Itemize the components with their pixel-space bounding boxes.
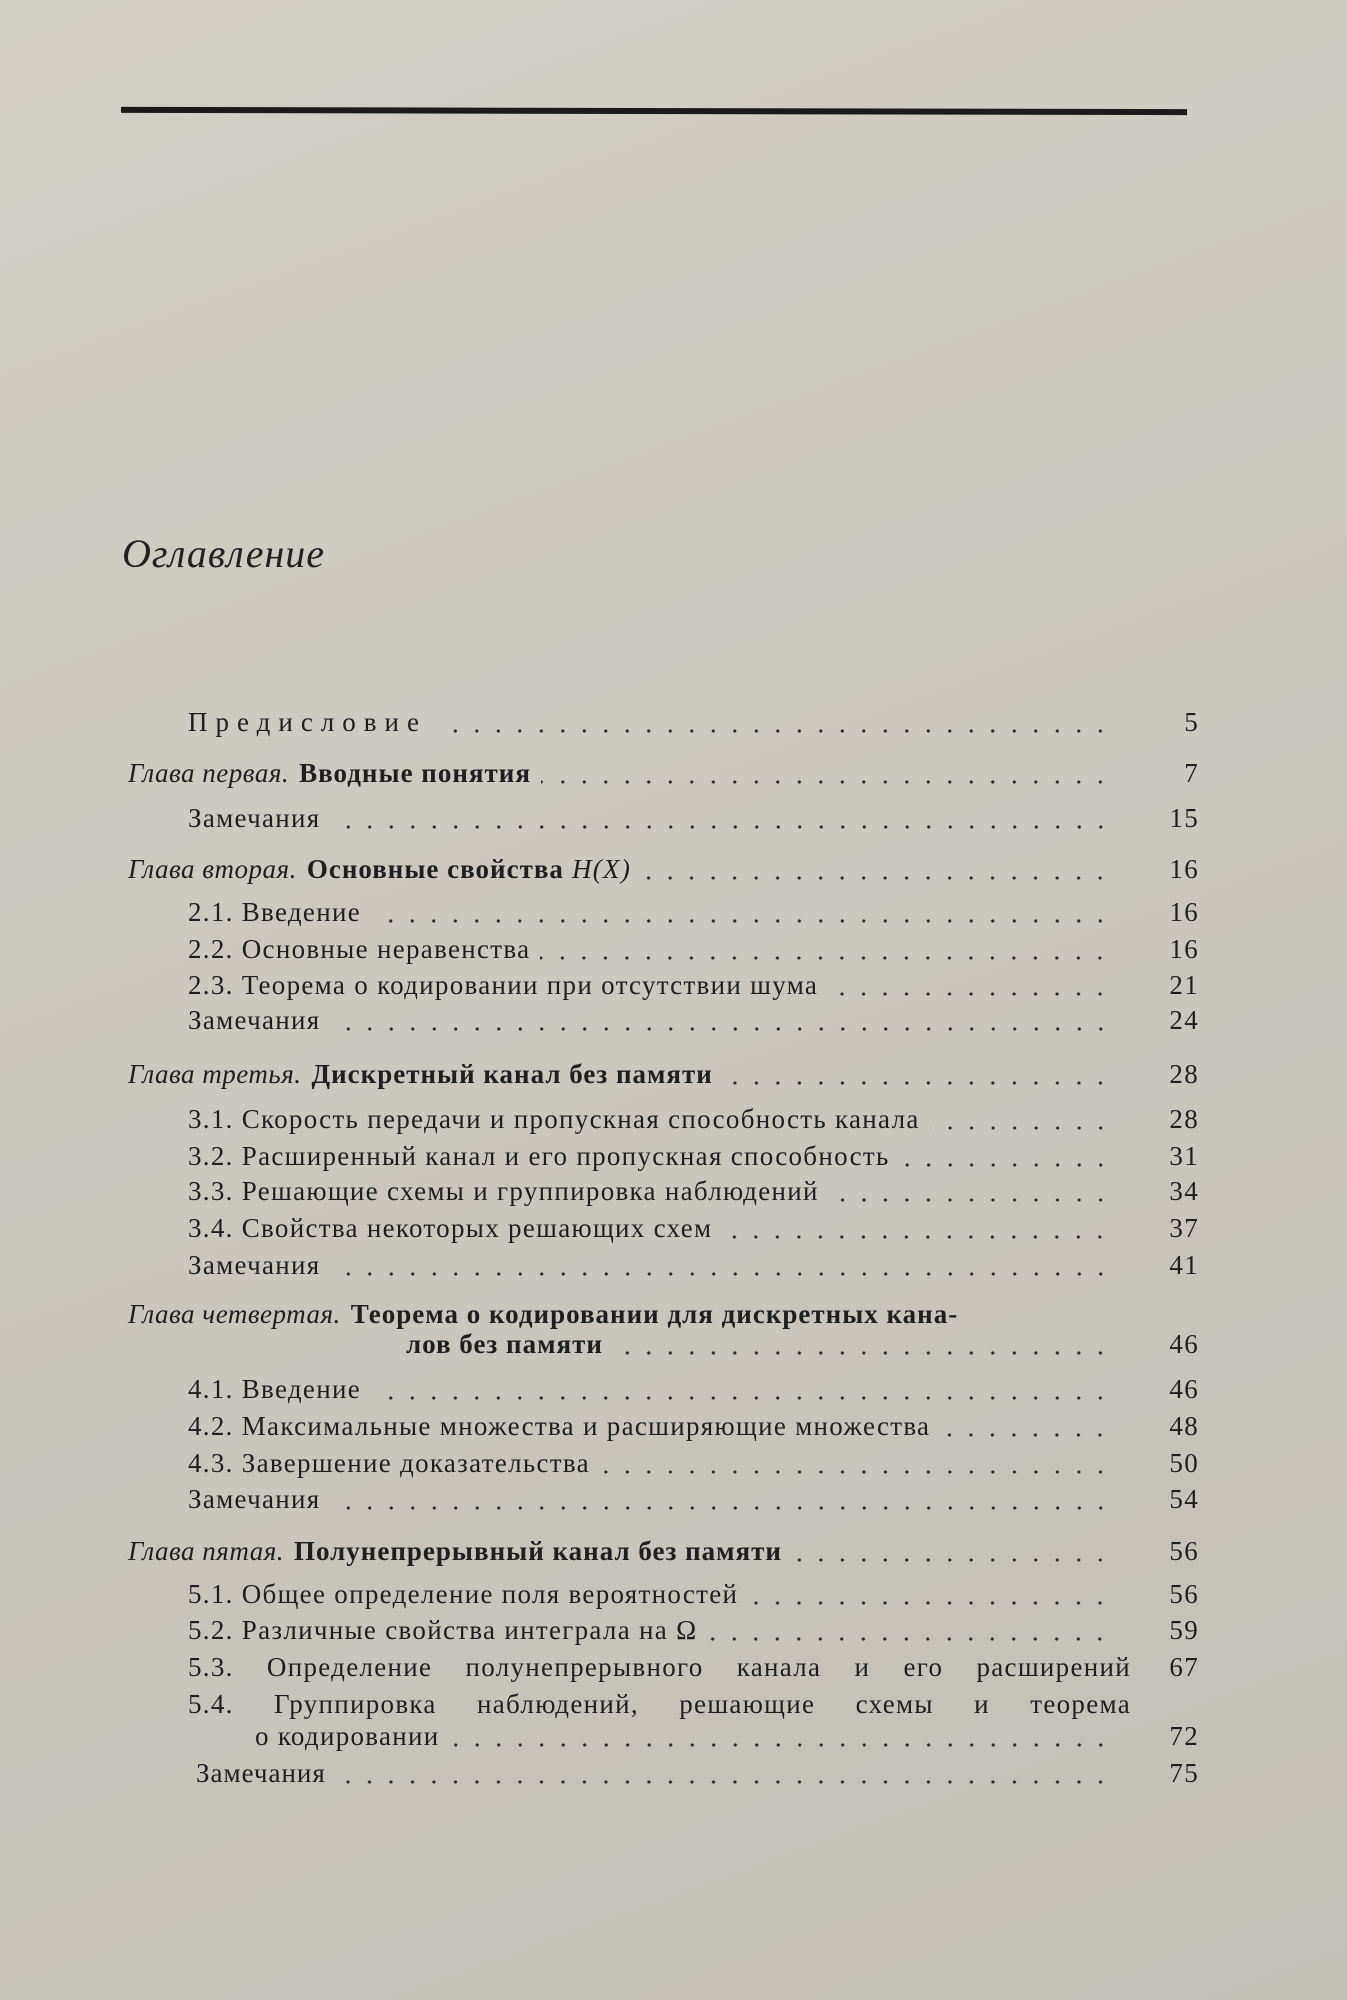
entry-title: 3.4. Свойства некоторых решающих схем (188, 1213, 713, 1243)
entry-title: 5.3. Определение полунепрерывного канала и его расширений (188, 1652, 1131, 1682)
entry-title: Замечания (196, 1758, 326, 1788)
entry-title-continued: лов без памяти (406, 1329, 603, 1359)
page-number: 46 (1169, 1374, 1199, 1404)
toc-entry[interactable] (188, 1248, 1199, 1282)
dot-leader (450, 1742, 1111, 1748)
entry-title: 2.3. Теорема о кодировании при отсутствии шума (188, 970, 819, 1000)
toc-entry[interactable] (188, 1446, 1199, 1480)
page-number: 54 (1169, 1484, 1199, 1514)
toc-entry[interactable] (188, 1409, 1199, 1443)
dot-leader (331, 1026, 1112, 1032)
page-number: 50 (1169, 1448, 1199, 1478)
entry-title: 5.2. Различные свойства интеграла на Ω (188, 1615, 698, 1645)
dot-leader (613, 1350, 1111, 1356)
toc-chapter-2[interactable] (128, 852, 1199, 886)
toc-entry[interactable] (188, 1577, 1199, 1611)
toc-entry[interactable] (188, 801, 1199, 835)
dot-leader (723, 1080, 1111, 1086)
toc-entry[interactable] (196, 1756, 1199, 1790)
dot-leader (940, 1432, 1111, 1438)
page-number: 34 (1169, 1176, 1199, 1206)
entry-title: 4.1. Введение (188, 1374, 361, 1404)
toc-entry[interactable] (188, 1687, 1199, 1721)
page-number: 72 (1169, 1721, 1199, 1751)
page-number: 41 (1169, 1250, 1199, 1280)
entry-title: 3.3. Решающие схемы и группировка наблюдений (188, 1176, 819, 1206)
dot-leader (641, 875, 1111, 881)
dot-leader (707, 1636, 1111, 1642)
page-number: 21 (1169, 970, 1199, 1000)
page-number: 56 (1169, 1579, 1199, 1609)
page-number: 31 (1169, 1141, 1199, 1171)
dot-leader (541, 779, 1111, 785)
toc-entry-preface[interactable] (188, 705, 1199, 739)
page-number: 75 (1169, 1758, 1199, 1788)
dot-leader (540, 955, 1111, 961)
page-number: 16 (1169, 934, 1199, 964)
toc-entry[interactable] (188, 1003, 1199, 1037)
entry-title: Замечания (188, 1005, 321, 1035)
toc-entry[interactable] (188, 1613, 1199, 1647)
dot-leader (829, 1197, 1111, 1203)
dot-leader (748, 1600, 1111, 1606)
toc-entry[interactable] (188, 1174, 1199, 1208)
page-number: 48 (1169, 1411, 1199, 1441)
dot-leader (331, 1505, 1112, 1511)
dot-leader (331, 1271, 1112, 1277)
toc-chapter-4-continued[interactable] (406, 1327, 1199, 1361)
dot-leader (792, 1557, 1111, 1563)
entry-title: Дискретный канал без памяти (311, 1059, 713, 1089)
toc-entry[interactable] (188, 1372, 1199, 1406)
toc-entry[interactable] (188, 1211, 1199, 1245)
entry-title: Замечания (188, 1250, 321, 1280)
dot-leader (600, 1469, 1111, 1475)
toc-chapter-5[interactable] (128, 1534, 1199, 1568)
entry-title: Основные свойства (306, 854, 564, 884)
entry-title: 2.2. Основные неравенства (188, 934, 531, 964)
page-number: 16 (1169, 854, 1199, 884)
page-number: 28 (1169, 1059, 1199, 1089)
page-number: 46 (1169, 1329, 1199, 1359)
entry-title: 4.2. Максимальные множества и расширяющие множества (188, 1411, 931, 1441)
toc-chapter-3[interactable] (128, 1057, 1199, 1091)
page-number: 7 (1184, 758, 1199, 788)
entry-title: 5.4. Группировка наблюдений, решающие схемы и теорема (188, 1689, 1131, 1719)
dot-leader (900, 1162, 1111, 1168)
chapter-prefix: Глава первая. (128, 758, 290, 788)
toc-entry[interactable] (188, 968, 1199, 1002)
page-number: 67 (1169, 1652, 1199, 1682)
entry-title: Теорема о кодировании для дискретных кана- (350, 1299, 959, 1329)
page-number: 24 (1169, 1005, 1199, 1035)
toc-entry[interactable] (188, 1650, 1199, 1684)
toc-entry[interactable] (188, 895, 1199, 929)
dot-leader (371, 918, 1111, 924)
entry-title: Вводные понятия (299, 758, 531, 788)
page-title: Оглавление (122, 531, 326, 576)
page-number: 37 (1169, 1213, 1199, 1243)
chapter-prefix: Глава третья. (128, 1059, 302, 1089)
page-number: 28 (1169, 1104, 1199, 1134)
chapter-prefix: Глава вторая. (128, 854, 297, 884)
page-number: 56 (1169, 1536, 1199, 1566)
entry-title: 5.1. Общее определение поля вероятностей (188, 1579, 739, 1609)
toc-entry[interactable] (188, 932, 1199, 966)
dot-leader (930, 1125, 1111, 1131)
entry-title: Предисловие (188, 707, 427, 737)
toc-entry-continued[interactable] (255, 1719, 1199, 1753)
page-number: 5 (1184, 707, 1199, 737)
dot-leader (371, 1395, 1111, 1401)
dot-leader (331, 824, 1112, 830)
page-number: 16 (1169, 897, 1199, 927)
dot-leader (722, 1234, 1111, 1240)
page-number: 59 (1169, 1615, 1199, 1645)
entry-title: Замечания (188, 1484, 321, 1514)
toc-chapter-4[interactable] (128, 1297, 1199, 1331)
entry-title: 4.3. Завершение доказательства (188, 1448, 590, 1478)
entry-title: Замечания (188, 803, 321, 833)
toc-entry[interactable] (188, 1139, 1199, 1173)
header-rule (121, 107, 1187, 115)
toc-chapter-1[interactable] (128, 756, 1199, 790)
entry-title: 2.1. Введение (188, 897, 361, 927)
chapter-prefix: Глава пятая. (128, 1536, 284, 1566)
dot-leader (828, 991, 1111, 997)
chapter-prefix: Глава четвертая. (128, 1299, 341, 1329)
page-number: 15 (1169, 803, 1199, 833)
entry-title: 3.2. Расширенный канал и его пропускная способность (188, 1141, 890, 1171)
math-expression: H(X) (571, 854, 632, 884)
entry-title: Полунепрерывный канал без памяти (294, 1536, 782, 1566)
dot-leader (336, 1779, 1111, 1785)
entry-title-continued: о кодировании (255, 1721, 440, 1751)
toc-entry[interactable] (188, 1102, 1199, 1136)
dot-leader (437, 728, 1111, 734)
entry-title: 3.1. Скорость передачи и пропускная способность канала (188, 1104, 920, 1134)
toc-entry[interactable] (188, 1482, 1199, 1516)
